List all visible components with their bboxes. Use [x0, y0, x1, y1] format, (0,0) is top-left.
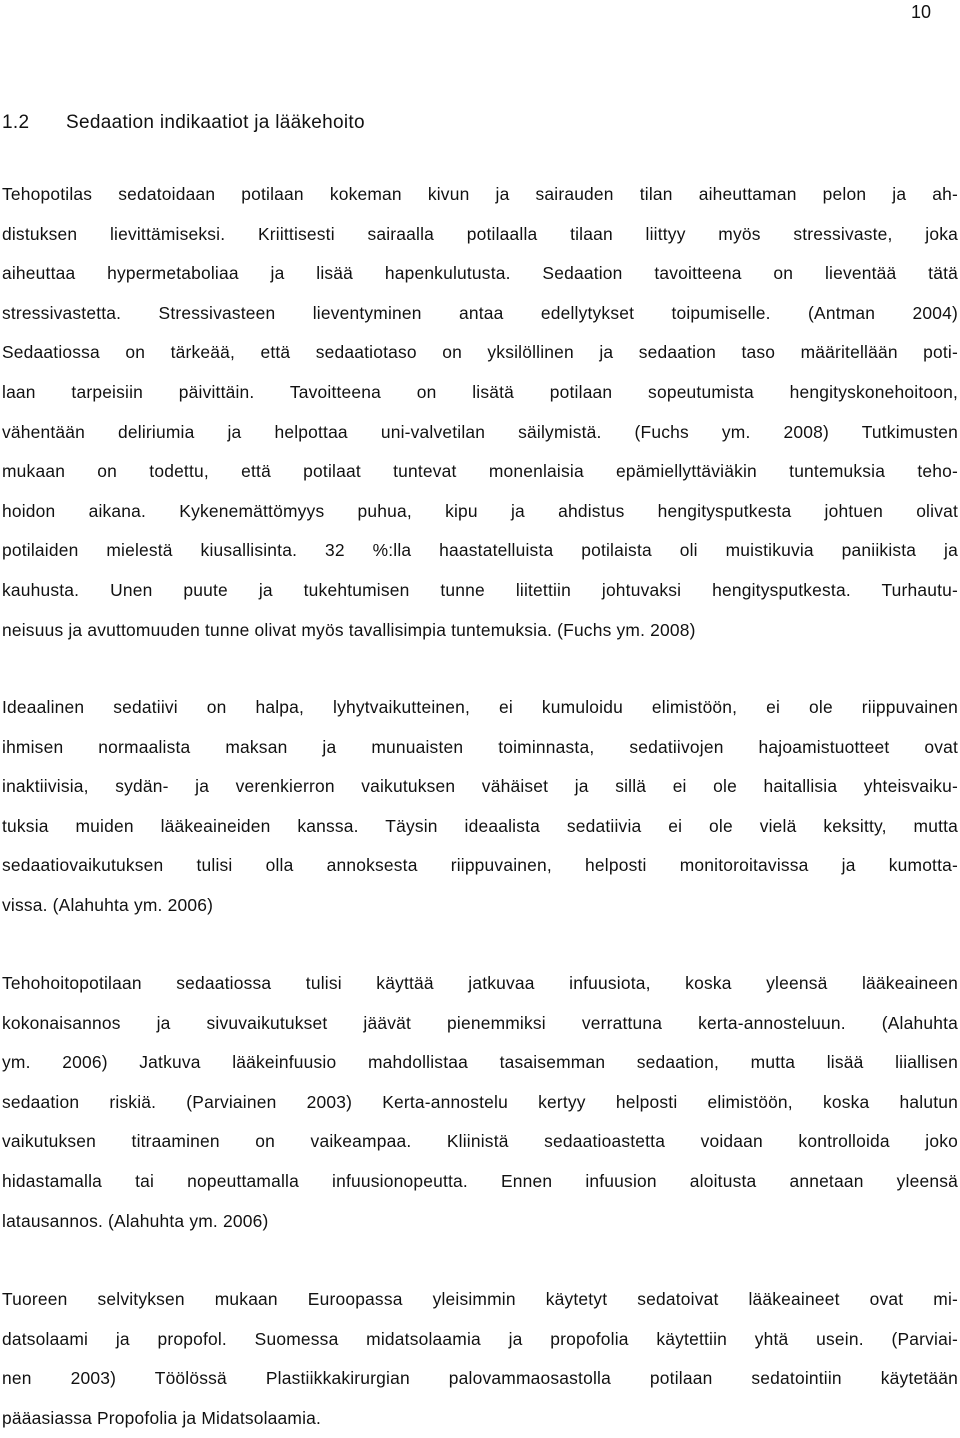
- text-line: aiheuttaa hypermetaboliaa ja lisää hapenkulutusta. Sedaation tavoitteena on lieventää tätä: [2, 263, 958, 284]
- paragraph-europe-survey: [2, 1280, 958, 1438]
- text-line: neisuus ja avuttomuuden tunne olivat myös tavallisimpia tuntemuksia. (Fuchs ym. 2008): [2, 619, 696, 640]
- text-line: kauhusta. Unen puute ja tukehtumisen tunne liitettiin johtuvaksi hengitysputkesta. Turhautu-: [2, 579, 958, 600]
- text-line: potilaiden mielestä kiusallisinta. 32 %:lla haastatelluista potilaista oli muistikuvia paniikista ja: [2, 540, 958, 561]
- text-line: sedaatiovaikutuksen tulisi olla annoksesta riippuvainen, helposti monitoroitavissa ja kumotta-: [2, 855, 958, 876]
- text-line: mukaan on todettu, että potilaat tuntevat monenlaisia epämiellyttäviäkin tuntemuksia teho-: [2, 461, 958, 482]
- text-line: vaikutuksen titraaminen on vaikeampaa. Kliinistä sedaatioastetta voidaan kontrolloida joko: [2, 1131, 958, 1152]
- text-line: kokonaisannos ja sivuvaikutukset jäävät pienemmiksi verrattuna kerta-annosteluun. (Alahuhta: [2, 1012, 958, 1033]
- text-line: latausannos. (Alahuhta ym. 2006): [2, 1210, 269, 1231]
- text-line: laan tarpeisiin päivittäin. Tavoitteena on lisätä potilaan sopeutumista hengityskonehoitoon,: [2, 381, 958, 402]
- text-line: vähentään deliriumia ja helpottaa uni-valvetilan säilymistä. (Fuchs ym. 2008) Tutkimusten: [2, 421, 958, 442]
- text-line: nen 2003) Töölössä Plastiikkakirurgian palovammaosastolla potilaan sedatointiin käytetään: [2, 1368, 958, 1389]
- section-title: Sedaation indikaatiot ja lääkehoito: [66, 112, 365, 133]
- page-number: 10: [910, 2, 931, 22]
- text-line: hidastamalla tai nopeuttamalla infuusionopeutta. Ennen infuusion aloitusta annetaan yleensä: [2, 1170, 958, 1191]
- text-line: stressivastetta. Stressivasteen lieventyminen antaa edellytykset toipumiselle. (Antman 2004): [2, 302, 958, 323]
- text-line: ym. 2006) Jatkuva lääkeinfuusio mahdollistaa tasaisemman sedaation, mutta lisää liiallisen: [2, 1052, 958, 1073]
- text-line: distuksen lievittämiseksi. Kriittisesti sairaalla potilaalla tilaan liittyy myös stressivaste, joka: [2, 223, 958, 244]
- text-line: pääasiassa Propofolia ja Midatsolaamia.: [2, 1407, 322, 1428]
- section-number: 1.2: [2, 112, 30, 133]
- text-line: sedaation riskiä. (Parviainen 2003) Kerta-annostelu kertyy helposti elimistöön, koska halutun: [2, 1091, 958, 1112]
- paragraph-ideal-sedative: [2, 688, 958, 926]
- text-line: datsolaami ja propofol. Suomessa midatsolaamia ja propofolia käytettiin yhtä usein. (Parviai-: [2, 1328, 958, 1349]
- text-line: Sedaatiossa on tärkeää, että sedaatiotaso on yksilöllinen ja sedaation taso määritellään poti-: [2, 342, 958, 363]
- paragraph-sedation-purpose: [2, 175, 958, 650]
- section-heading: [2, 110, 365, 136]
- text-line: ihmisen normaalista maksan ja munuaisten toiminnasta, sedatiivojen hajoamistuotteet ovat: [2, 736, 958, 757]
- text-line: Tuoreen selvityksen mukaan Euroopassa yleisimmin käytetyt sedatoivat lääkeaineet ovat mi-: [2, 1289, 958, 1309]
- text-line: tuksia muiden lääkeaineiden kanssa. Täysin ideaalista sedatiivia ei ole vielä keksitty, mutta: [2, 815, 958, 836]
- text-line: inaktiivisia, sydän- ja verenkierron vaikutuksen vähäiset ja sillä ei ole haitallisia yhteisvaiku-: [2, 776, 958, 797]
- paragraph-infusion: [2, 964, 958, 1241]
- text-line: hoidon aikana. Kykenemättömyys puhua, kipu ja ahdistus hengitysputkesta johtuen olivat: [2, 500, 958, 521]
- text-line: Tehopotilas sedatoidaan potilaan kokeman kivun ja sairauden tilan aiheuttaman pelon ja ah-: [2, 184, 958, 204]
- text-line: Ideaalinen sedatiivi on halpa, lyhytvaikutteinen, ei kumuloidu elimistöön, ei ole riippuvainen: [2, 697, 958, 717]
- text-line: Tehohoitopotilaan sedaatiossa tulisi käyttää jatkuvaa infuusiota, koska yleensä lääkeaineen: [2, 973, 958, 993]
- text-line: vissa. (Alahuhta ym. 2006): [2, 894, 214, 915]
